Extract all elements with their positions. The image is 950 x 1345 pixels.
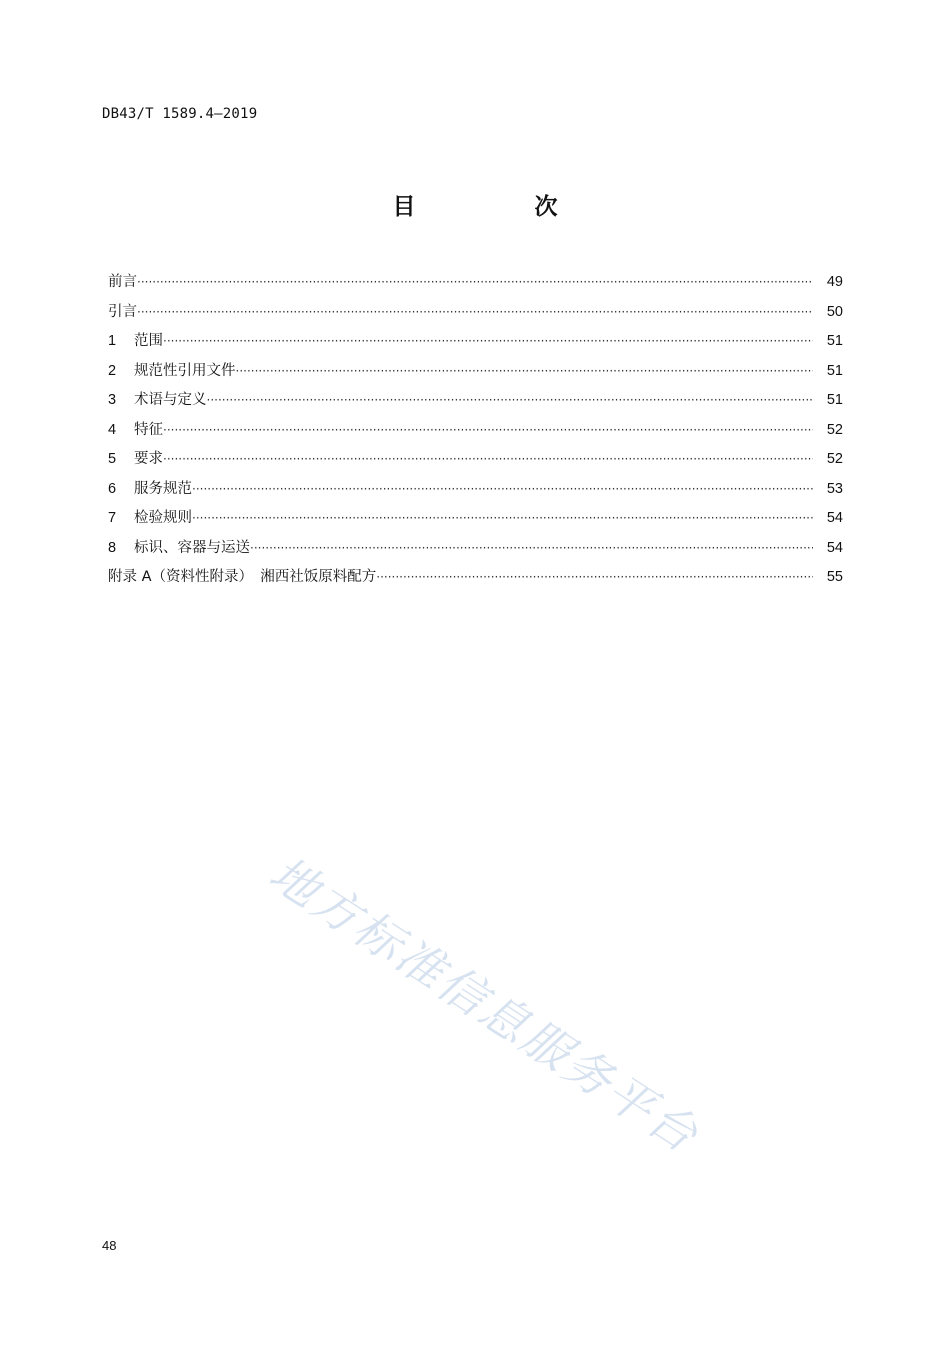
toc-entry-page: 51 [826,362,843,379]
toc-entry-label: 要求 [134,451,163,467]
toc-entry-number: 4 [108,421,117,438]
toc-entry-label: 前言 [108,274,137,290]
toc-entry-page: 54 [826,510,843,526]
toc-entry-page: 51 [826,392,843,408]
toc-entry-page: 51 [826,333,843,349]
toc-entry-page: 49 [826,274,843,290]
toc-entry-features[interactable] [108,418,843,448]
watermark: 地方标准信息服务平台 [259,846,709,1165]
toc-entry-scope[interactable] [108,329,843,359]
toc-dot-leader [192,482,813,496]
toc-entry-number: 8 [108,539,117,556]
toc-entry-page: 54 [826,539,843,556]
toc-dot-leader [236,364,814,378]
toc-entry-number: 3 [108,392,117,408]
toc-entry-label: 术语与定义 [134,392,207,408]
toc-dot-leader [376,570,813,584]
toc-entry-label: 附录 A（资料性附录） 湘西社饭原料配方 [108,569,377,585]
toc-entry-normative-references[interactable] [108,359,843,389]
page-title: 目 次 [392,194,606,220]
toc-entry-number: 6 [108,480,117,497]
toc-entry-labeling[interactable] [108,536,843,566]
toc-entry-requirements[interactable] [108,447,843,477]
toc-entry-label: 标识、容器与运送 [134,539,250,556]
toc-dot-leader [163,334,813,348]
toc-entry-foreword[interactable] [108,270,843,300]
toc-dot-leader [137,275,813,289]
toc-dot-leader [192,511,813,525]
toc-entry-page: 53 [826,480,843,497]
toc-entry-label: 引言 [108,303,137,320]
toc-entry-page: 52 [826,421,843,438]
toc-entry-introduction[interactable] [108,300,843,330]
toc-entry-number: 7 [108,510,117,526]
toc-dot-leader [163,423,813,437]
toc-dot-leader [137,305,813,319]
toc-entry-number: 2 [108,362,117,379]
toc-entry-page: 52 [826,451,843,467]
table-of-contents [108,270,843,595]
toc-dot-leader [250,541,813,555]
toc-entry-label: 规范性引用文件 [134,362,236,379]
toc-entry-page: 50 [826,303,843,320]
standard-code: DB43/T 1589.4—2019 [102,106,258,122]
toc-entry-label: 特征 [134,421,163,438]
toc-dot-leader [163,452,813,466]
toc-entry-terms[interactable] [108,388,843,418]
toc-entry-number: 1 [108,333,117,349]
page-number: 48 [102,1238,117,1253]
toc-dot-leader [207,393,814,407]
toc-entry-appendix-a[interactable] [108,565,843,595]
toc-entry-label: 检验规则 [134,510,192,526]
toc-entry-label: 服务规范 [134,480,192,497]
toc-entry-inspection-rules[interactable] [108,506,843,536]
toc-entry-label: 范围 [134,333,163,349]
toc-entry-service-specification[interactable] [108,477,843,507]
toc-entry-page: 55 [826,569,843,585]
toc-entry-number: 5 [108,451,117,467]
